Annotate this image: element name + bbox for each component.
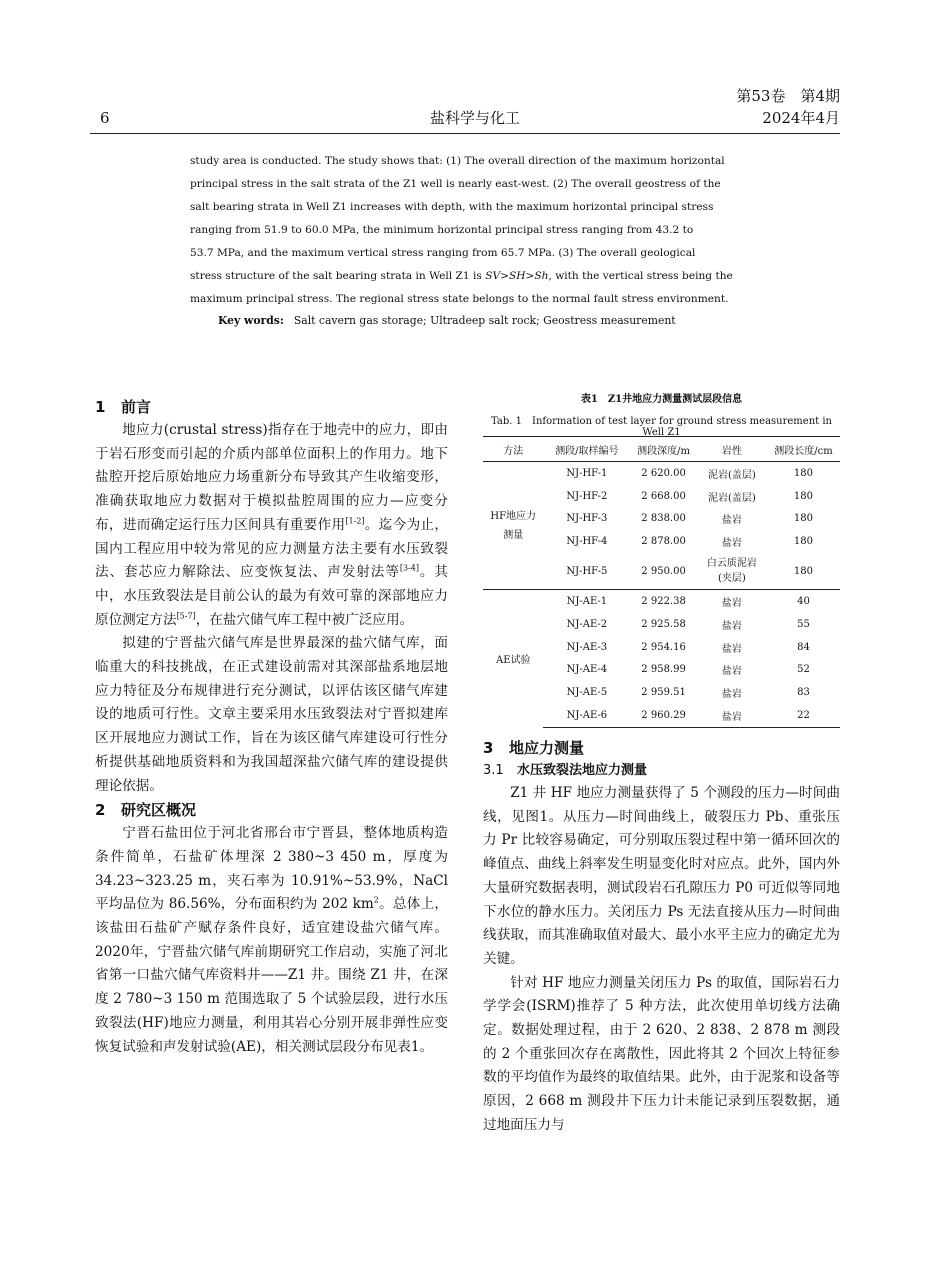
- paragraph: 拟建的宁晋盐穴储气库是世界最深的盐穴储气库，面临重大的科技挑战，在正式建设前需对其深部盐系地层地应力特征及分布规律进行充分测试，以评估该区储气库建设的地质可行性。文章主要采用水压致裂法对宁晋拟建库区开展地应力测试工作，旨在为该区储气库建设可行性分析提供基础地质资料和为我国超深盐穴储气库的建设提供理论依据。: [95, 635, 448, 794]
- subsection-heading: 3.1 水压致裂法地应力测量: [483, 763, 648, 778]
- table-cell: 2 922.38: [630, 590, 697, 613]
- method-cell: AE试验: [483, 590, 543, 728]
- table-cell: 52: [797, 664, 810, 676]
- column-header: 测段/取样编号: [543, 437, 630, 462]
- citation: [5-7]: [176, 611, 196, 621]
- keywords-label: Key words:: [218, 314, 284, 327]
- table-cell: 2 668.00: [641, 490, 686, 502]
- table-cell: 180: [793, 490, 814, 502]
- volume-issue: 第53卷 第4期: [736, 87, 840, 105]
- table-cell: NJ-HF-1: [566, 467, 608, 479]
- table-cell: NJ-AE-5: [566, 687, 608, 699]
- table-cell: NJ-HF-3: [566, 513, 608, 525]
- issue-date: 2024年4月: [762, 109, 840, 127]
- table-cell: 盐岩: [721, 689, 742, 701]
- table-cell: 2 959.51: [641, 687, 686, 699]
- table-cell: 盐岩: [697, 590, 767, 613]
- table-cell: 84: [797, 641, 810, 653]
- journal-title: 盐科学与化工: [429, 109, 520, 127]
- section-heading: 3 地应力测量: [483, 739, 585, 757]
- table-row: [483, 590, 840, 613]
- column-header: 方法: [483, 437, 543, 462]
- table-cell: 白云质泥岩(夹层): [706, 558, 757, 585]
- abstract-line: study area is conducted. The study shows that: (1) The overall direction of the maximum horizontal: [190, 155, 725, 167]
- table-cell: 2 960.29: [630, 704, 697, 727]
- keywords: [218, 314, 676, 327]
- abstract-line: maximum principal stress. The regional stress state belongs to the normal fault stress environment.: [190, 293, 729, 305]
- table-cell: 盐岩: [721, 666, 742, 678]
- table-cell: 2 958.99: [641, 664, 686, 676]
- table-cell: 180: [793, 513, 814, 525]
- table-cell: NJ-AE-1: [543, 590, 630, 613]
- table-cell: 40: [767, 590, 840, 613]
- table-cell: 55: [797, 618, 810, 630]
- column-header: 岩性: [697, 437, 767, 462]
- table-row: [483, 462, 840, 485]
- abstract-line: principal stress in the salt strata of the Z1 well is nearly east-west. (2) The overall geostress of the: [190, 178, 721, 190]
- table-cell: 盐岩: [721, 538, 742, 550]
- table-cell: 盐岩: [721, 515, 742, 527]
- paragraph: 宁晋石盐田位于河北省邢台市宁晋县，整体地质构造条件简单，石盐矿体埋深 2 380~3 450 m，厚度为 34.23~323.25 m，夹石率为 10.91%~53.9%，NaCl 平均品位为 86.56%，分布面积约为 202 $km^2$。总体上，该盐田石盐矿产赋存条件良好，适宜建设盐穴储气库。2020年，宁晋盐穴储气库前期研究工作启动，实施了河北省第一口盐穴储气库资料井——Z1 井。围绕 Z1 井，在深度 2 780~3 150 m 范围选取了 5 个试验层段，进行水压致裂法(HF)地应力测量，利用其岩心分别开展非弹性应变恢复试验和声发射试验(AE)，相关测试层段分布见表1。: [95, 825, 449, 1055]
- data-table: [483, 436, 840, 728]
- stress-relation: SV>SH>Sh: [485, 270, 549, 282]
- table-cell: 盐岩: [721, 643, 742, 655]
- abstract-line: 53.7 MPa, and the maximum vertical stress ranging from 65.7 MPa. (3) The overall geological: [190, 247, 696, 259]
- table-cell: NJ-AE-4: [566, 664, 608, 676]
- table-cell: 83: [797, 687, 810, 699]
- table-cell: 180: [793, 467, 814, 479]
- right-column: [483, 736, 840, 1138]
- keywords-text: Salt cavern gas storage; Ultradeep salt rock; Geostress measurement: [293, 314, 676, 327]
- table-cell: 2 878.00: [641, 536, 686, 548]
- table-cell: NJ-HF-4: [566, 536, 608, 548]
- table-cell: 180: [793, 565, 814, 577]
- citation: [1-2]: [345, 516, 365, 526]
- table-cell: 2 950.00: [641, 565, 686, 577]
- section-heading: 1 前言: [95, 398, 152, 416]
- table-cell: 盐岩: [697, 704, 767, 727]
- table-cell: 180: [793, 536, 814, 548]
- citation: [3-4]: [399, 563, 419, 573]
- abstract-text: , with the vertical stress being the: [548, 270, 733, 282]
- page-number: 6: [100, 109, 110, 127]
- paragraph: 针对 HF 地应力测量关闭压力 Ps 的取值，国际岩石力学学会(ISRM)推荐了 5 种方法，此次使用单切线方法确定。数据处理过程，由于 2 620、2 838、2 878 m 测段的 2 个重张回次存在离散性，因此将其 2 个回次上特征参数的平均值作为最终的取值结果。此外，由于泥浆和设备等原因，2 668 m 测段井下压力计未能记录到压裂数据，通过地面压力与: [483, 974, 840, 1133]
- table-cell: 2 838.00: [641, 513, 686, 525]
- table-cell: 泥岩(盖层): [707, 469, 756, 481]
- paragraph: Z1 井 HF 地应力测量获得了 5 个测段的压力—时间曲线，见图1。从压力—时间曲线上，破裂压力 Pb、重张压力 Pr 比较容易确定，可分别取压裂过程中第一循环回次的峰值点、曲线上斜率发生明显变化时对应点。此外，国内外大量研究数据表明，测试段岩石孔隙压力 P0 可近似等同地下水位的静水压力。关闭压力 Ps 无法直接从压力—时间曲线获取，而其准确取值对最大、最小水平主应力的确定尤为关键。: [483, 785, 840, 967]
- section-heading: 2 研究区概况: [95, 801, 197, 820]
- table-cell: 22: [767, 704, 840, 727]
- left-column: [95, 395, 448, 1059]
- table-cell: 2 620.00: [641, 467, 686, 479]
- table-cell: 泥岩(盖层): [707, 492, 756, 504]
- paragraph: 地应力(crustal stress)指存在于地壳中的应力，即由于岩石形变而引起的介质内部单位面积上的作用力。地下盐腔开挖后原始地应力场重新分布导致其产生收缩变形，准确获取地应力数据对于模拟盐腔周围的应力—应变分布，进而确定运行压力区间具有重要作用[1-2]。迄今为止，国内工程应用中较为常见的应力测量方法主要有水压致裂法、套芯应力解除法、应变恢复法、声发射法等[3-4]。其中，水压致裂法是目前公认的最为有效可靠的深部地应力原位测定方法[5-7]，在盐穴储气库工程中被广泛应用。: [95, 422, 449, 628]
- table-cell: NJ-AE-3: [566, 641, 608, 653]
- column-header: 测段深度/m: [630, 437, 697, 462]
- abstract-line: salt bearing strata in Well Z1 increases with depth, with the maximum horizontal principal stress: [190, 201, 714, 213]
- table-cell: NJ-AE-6: [543, 704, 630, 727]
- table-cell: NJ-HF-5: [566, 565, 608, 577]
- table-cell: NJ-AE-2: [566, 618, 608, 630]
- table-caption-en: Tab. 1 Information of test layer for ground stress measurement in Well Z1: [491, 416, 832, 438]
- column-header: 测段长度/cm: [767, 437, 840, 462]
- abstract-text: stress structure of the salt bearing strata in Well Z1 is: [190, 270, 486, 282]
- abstract-line: ranging from 51.9 to 60.0 MPa, the minimum horizontal principal stress ranging from 43.2 to: [190, 224, 694, 236]
- table-header-row: [483, 437, 840, 462]
- table-cell: NJ-HF-2: [566, 490, 608, 502]
- abstract-line: [190, 265, 743, 288]
- table-cell: 2 925.58: [641, 618, 686, 630]
- method-cell: HF地应力测量: [490, 510, 537, 541]
- table-cell: 盐岩: [721, 620, 742, 632]
- header-rule: [90, 133, 840, 134]
- table-caption-cn: 表1 Z1井地应力测量测试层段信息: [580, 394, 743, 405]
- table-cell: 2 954.16: [641, 641, 686, 653]
